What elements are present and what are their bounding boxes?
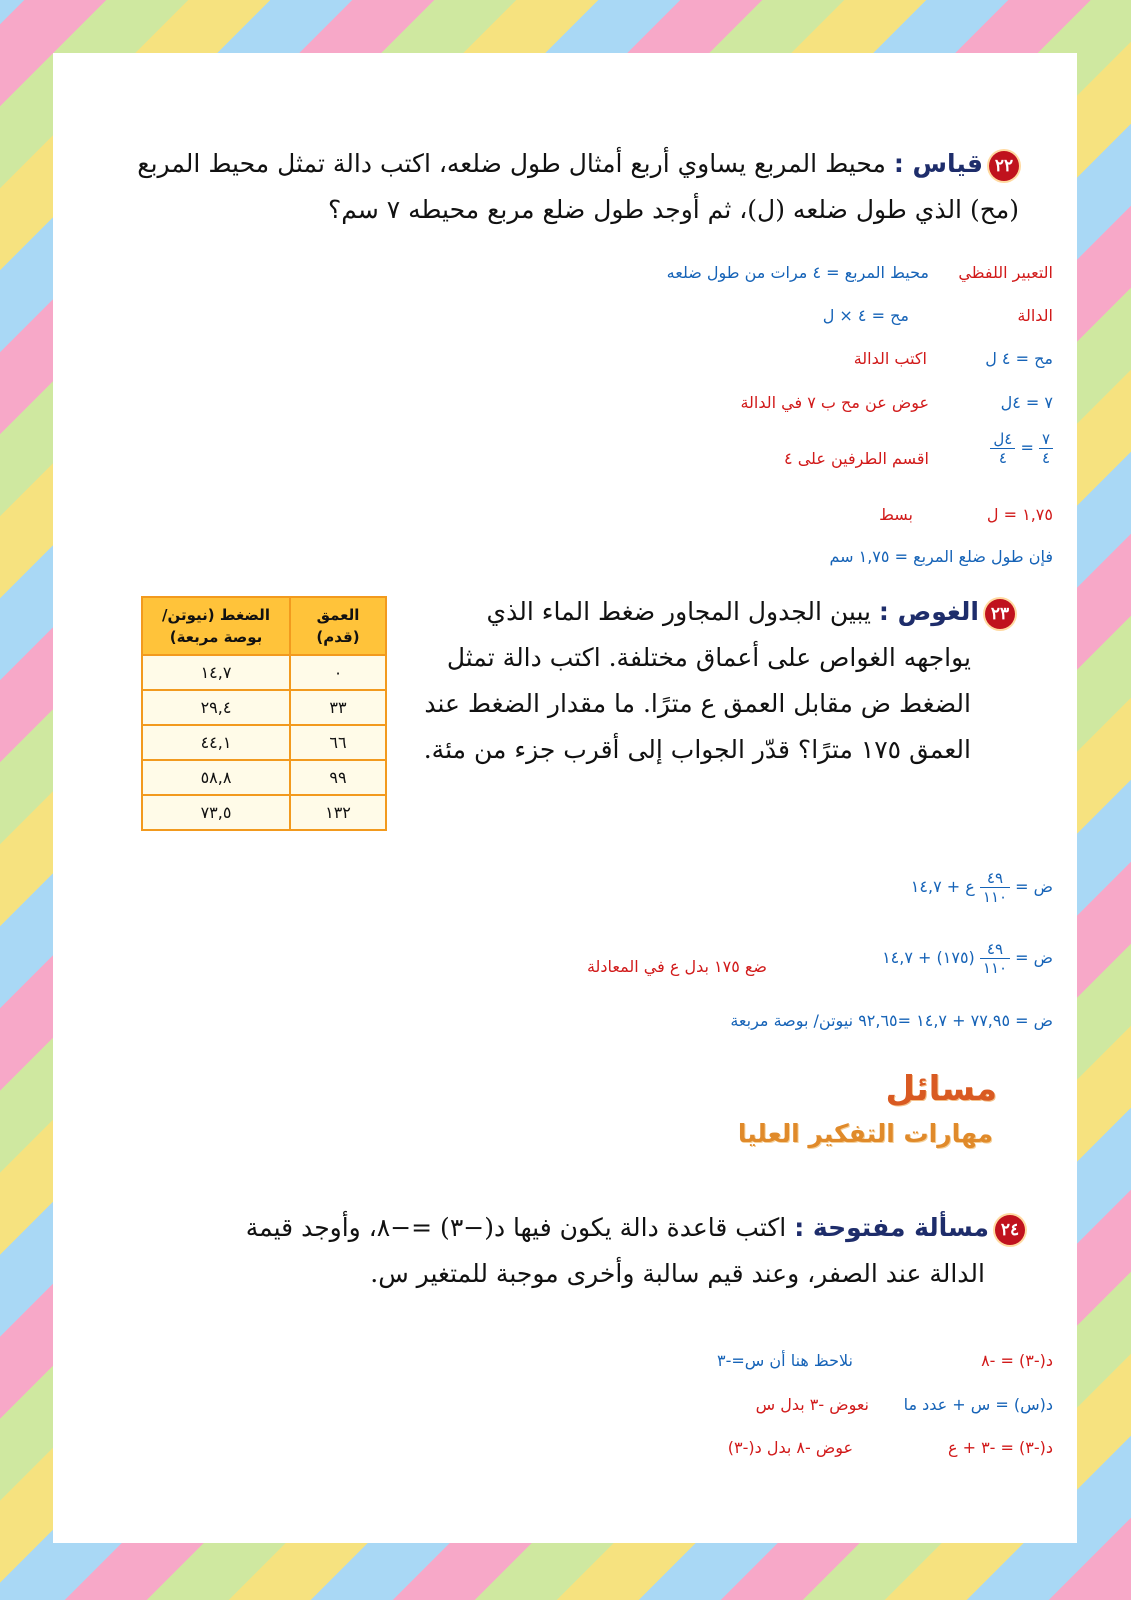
table-header-row <box>142 597 386 655</box>
row-3-note: عوض -٨ بدل د(-٣) <box>727 1438 853 1457</box>
problem-24-line-1 <box>246 1205 1025 1251</box>
table-row <box>142 795 386 830</box>
function-value: مح = ٤ × ل <box>822 306 909 325</box>
depth-header: العمق (قدم) <box>290 597 386 655</box>
problem-22-line-2: (مح) الذي طول ضلعه (ل)، ثم أوجد طول ضلع مربع محيطه ٧ سم؟ <box>327 195 1019 224</box>
equals-sign: = <box>1020 438 1034 457</box>
problem-number-badge: ٢٤ <box>995 1215 1025 1245</box>
section-subtitle: مهارات التفكير العليا <box>737 1119 993 1148</box>
equation-rhs: (١٧٥) + ١٤,٧ <box>882 948 975 967</box>
problem-number-badge: ٢٣ <box>985 599 1015 629</box>
numerator: ٧ <box>1039 430 1053 449</box>
depth-cell: ٩٩ <box>290 760 386 795</box>
function-label: الدالة <box>1017 306 1053 325</box>
fraction <box>980 869 1010 906</box>
fraction-left <box>1039 430 1053 467</box>
fraction <box>980 940 1010 977</box>
depth-cell: ٦٦ <box>290 725 386 760</box>
step-3-equation <box>990 430 1053 467</box>
problem-text: اكتب قاعدة دالة يكون فيها د(−٣) =−٨، وأوجد قيمة <box>245 1213 787 1242</box>
page <box>53 53 1077 1543</box>
denominator: ٤ <box>1041 449 1050 467</box>
pressure-cell: ٤٤,١ <box>142 725 290 760</box>
problem-text: يبين الجدول المجاور ضغط الماء الذي <box>486 597 871 626</box>
equation-2-note: ضع ١٧٥ بدل ع في المعادلة <box>586 957 767 976</box>
numerator: ٤٩ <box>980 940 1010 959</box>
step-1-note: اكتب الدالة <box>853 349 927 368</box>
problem-23-line-3: الضغط ض مقابل العمق ع مترًا. ما مقدار الضغط عند <box>424 689 971 718</box>
depth-cell: ٣٣ <box>290 690 386 725</box>
problem-22 <box>137 141 1019 233</box>
step-3-note: اقسم الطرفين على ٤ <box>784 449 929 468</box>
pressure-cell: ٥٨,٨ <box>142 760 290 795</box>
numerator: ٤ل <box>990 430 1015 449</box>
pressure-cell: ١٤,٧ <box>142 655 290 690</box>
problem-23-line-4: العمق ١٧٥ مترًا؟ قدّر الجواب إلى أقرب جزء من مئة. <box>423 735 971 764</box>
problem-text: محيط المربع يساوي أربع أمثال طول ضلعه، اكتب دالة تمثل محيط المربع <box>137 149 886 178</box>
row-2-note: نعوض -٣ بدل س <box>755 1395 869 1414</box>
table-row <box>142 690 386 725</box>
denominator: ٤ <box>998 449 1007 467</box>
conclusion: فإن طول ضلع المربع = ١,٧٥ سم <box>829 547 1053 566</box>
step-1-equation: مح = ٤ ل <box>985 349 1053 368</box>
equation-3: ض = ٧٧,٩٥ + ١٤,٧ =٩٢,٦٥ نيوتن/ بوصة مربعة <box>730 1011 1053 1030</box>
step-2-note: عوض عن مح ب ٧ في الدالة <box>740 393 929 412</box>
table-row <box>142 655 386 690</box>
fraction-right <box>990 430 1015 467</box>
problem-24 <box>246 1205 1025 1297</box>
pressure-header: الضغط (نيوتن/بوصة مربعة) <box>142 597 290 655</box>
table-row <box>142 760 386 795</box>
equation-lhs: ض = <box>1015 877 1053 896</box>
problem-23 <box>424 589 1015 773</box>
problem-22-line-1 <box>137 141 1019 187</box>
depth-cell: ١٣٢ <box>290 795 386 830</box>
verbal-label: التعبير اللفظي <box>958 263 1053 282</box>
step-4-equation: ١,٧٥ = ل <box>986 505 1053 524</box>
depth-cell: ٠ <box>290 655 386 690</box>
denominator: ١١٠ <box>982 888 1008 906</box>
step-4-note: بسط <box>879 505 913 524</box>
pressure-table <box>141 596 387 831</box>
verbal-value: محيط المربع = ٤ مرات من طول ضلعه <box>666 263 929 282</box>
pressure-cell: ٧٣,٥ <box>142 795 290 830</box>
equation-1 <box>911 869 1053 906</box>
problem-keyword: مسألة مفتوحة : <box>794 1213 989 1242</box>
problem-23-line-2: يواجهه الغواص على أعماق مختلفة. اكتب دالة تمثل <box>446 643 971 672</box>
section-title: مسائل <box>885 1069 997 1109</box>
row-3-equation: د(-٣) = -٣ + ع <box>947 1438 1053 1457</box>
problem-number-badge: ٢٢ <box>989 151 1019 181</box>
problem-keyword: قياس : <box>893 149 983 178</box>
problem-23-line-1 <box>424 589 1015 635</box>
row-2-equation: د(س) = س + عدد ما <box>903 1395 1053 1414</box>
numerator: ٤٩ <box>980 869 1010 888</box>
step-2-equation: ٧ = ٤ل <box>1000 393 1053 412</box>
equation-rhs: ع + ١٤,٧ <box>910 877 975 896</box>
table-row <box>142 725 386 760</box>
equation-lhs: ض = <box>1015 948 1053 967</box>
problem-24-line-2: الدالة عند الصفر، وعند قيم سالبة وأخرى موجبة للمتغير س. <box>370 1259 985 1288</box>
row-1-equation: د(-٣) = -٨ <box>981 1351 1053 1370</box>
problem-keyword: الغوص : <box>878 597 979 626</box>
row-1-note: نلاحظ هنا أن س=-٣ <box>717 1351 853 1370</box>
pressure-cell: ٢٩,٤ <box>142 690 290 725</box>
denominator: ١١٠ <box>982 959 1008 977</box>
equation-2 <box>882 940 1053 977</box>
